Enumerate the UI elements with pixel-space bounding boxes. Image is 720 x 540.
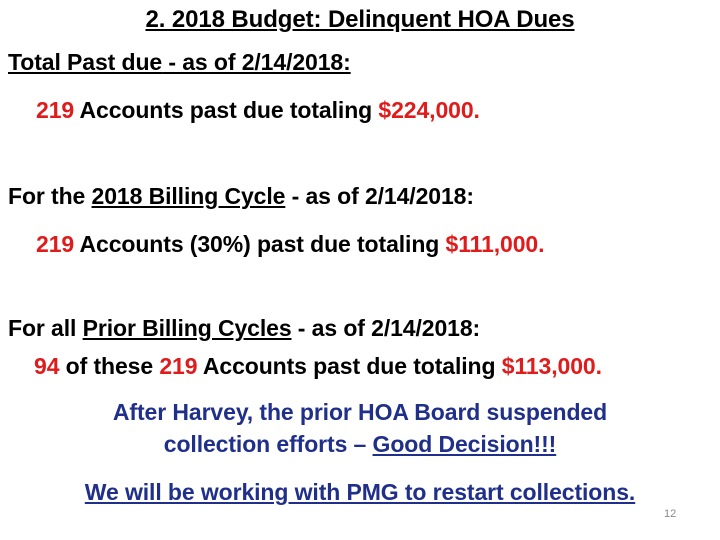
total-past-due-heading: Total Past due [8, 49, 163, 75]
harvey-note-line-1: After Harvey, the prior HOA Board suspended [112, 399, 608, 425]
billing-cycle-2018-lead: For the [8, 183, 92, 209]
restart-collections-note: We will be working with PMG to restart collections. [84, 479, 636, 505]
prior-billing-cycles-amount: $113,000. [501, 353, 602, 379]
total-past-due-count: 219 [36, 97, 75, 123]
total-past-due-as-of: - as of 2/14/2018: [162, 49, 351, 75]
total-past-due-detail [36, 96, 480, 124]
billing-cycle-2018-as-of: - as of 2/14/2018: [285, 183, 474, 209]
billing-cycle-2018-detail [36, 230, 544, 258]
total-past-due-amount: $224,000. [378, 97, 480, 123]
prior-billing-cycles-text-b: Accounts past due totaling [197, 353, 502, 379]
harvey-note-line-2 [0, 430, 720, 458]
billing-cycle-2018-heading-line [8, 182, 474, 210]
harvey-note-prefix: collection efforts – [163, 431, 373, 457]
billing-cycle-2018-count: 219 [36, 231, 75, 257]
page-number: 12 [664, 508, 677, 520]
slide-title: 2. 2018 Budget: Delinquent HOA Dues [145, 6, 575, 33]
prior-billing-cycles-count: 219 [159, 353, 198, 379]
prior-billing-cycles-heading: Prior Billing Cycles [82, 315, 292, 341]
billing-cycle-2018-heading: 2018 Billing Cycle [91, 183, 286, 209]
billing-cycle-2018-text: Accounts (30%) past due totaling [74, 231, 446, 257]
prior-billing-cycles-as-of: - as of 2/14/2018: [291, 315, 481, 341]
prior-billing-cycles-lead: For all [8, 315, 83, 341]
billing-cycle-2018-amount: $111,000. [445, 231, 545, 257]
prior-billing-cycles-detail [34, 352, 602, 380]
prior-billing-cycles-text-a: of these [59, 353, 160, 379]
total-past-due-text: Accounts past due totaling [74, 97, 379, 123]
prior-billing-cycles-subset-count: 94 [34, 353, 60, 379]
prior-billing-cycles-heading-line [8, 314, 480, 342]
good-decision-text: Good Decision!!! [372, 431, 557, 457]
total-past-due-heading-line [8, 48, 351, 76]
